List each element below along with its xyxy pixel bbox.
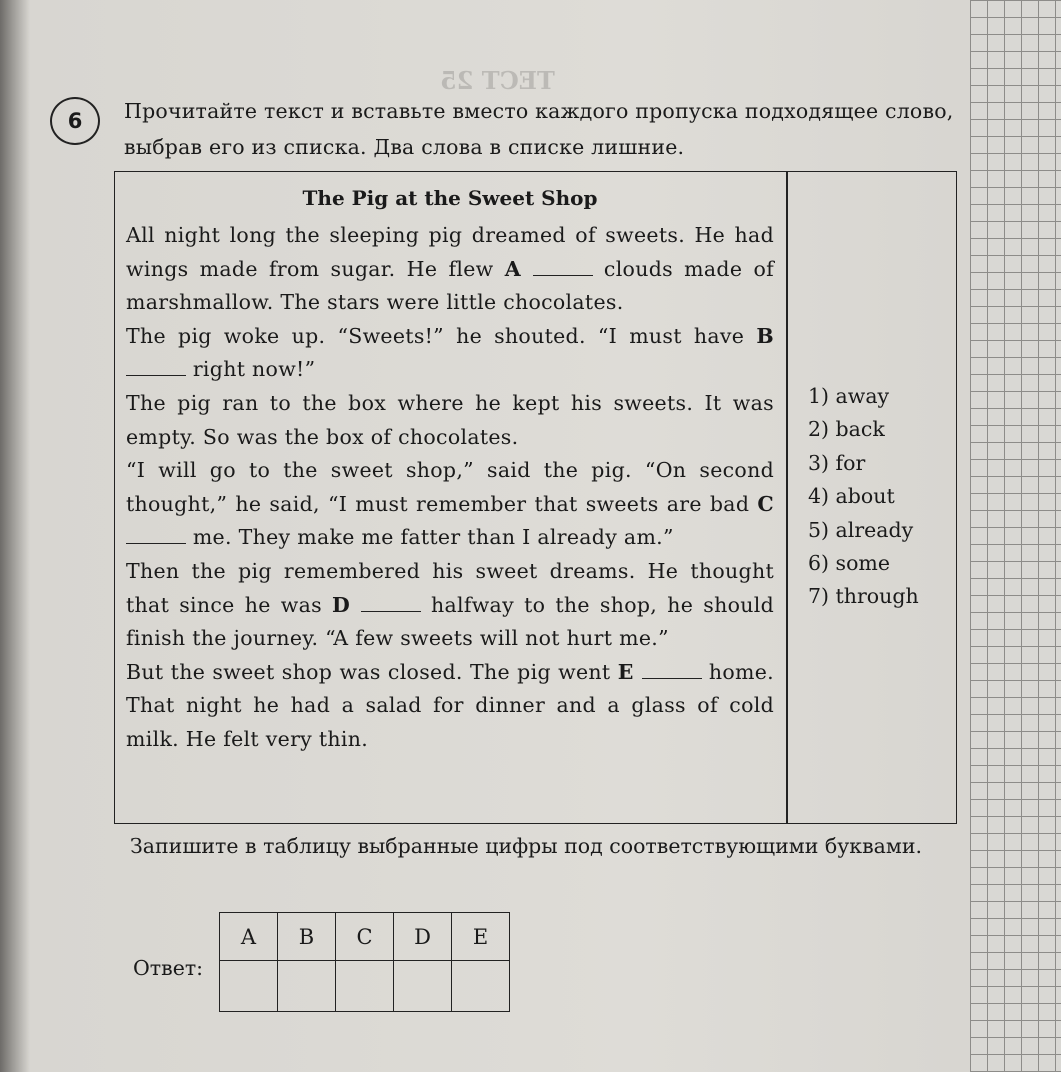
answer-letter-cell: E <box>452 913 510 961</box>
answer-input-cell[interactable] <box>336 961 394 1012</box>
gap-letter: A <box>504 256 533 281</box>
answer-letter-cell: C <box>336 913 394 961</box>
story-text <box>126 219 774 757</box>
story-paragraph: “I will go to the sweet shop,” said the pig. “On second thought,” he said, “I must remember that sweets are bad C me. They make me fatter than I already am.” <box>126 458 774 550</box>
gap-blank[interactable] <box>126 361 186 376</box>
story-paragraph: But the sweet shop was closed. The pig went E home. That night he had a salad for dinner and a glass of cold milk. He felt very thin. <box>126 659 774 751</box>
answer-table <box>219 912 510 1012</box>
gap-letter: E <box>617 659 642 684</box>
word-options-list <box>808 380 919 614</box>
word-option: 3) for <box>808 450 866 475</box>
gap-letter: B <box>756 323 774 348</box>
answer-input-cell[interactable] <box>394 961 452 1012</box>
answer-input-cell[interactable] <box>278 961 336 1012</box>
answer-label: Ответ: <box>133 956 204 980</box>
gap-letter: C <box>757 491 774 516</box>
gap-blank[interactable] <box>361 597 421 612</box>
word-option: 2) back <box>808 417 885 442</box>
gap-blank[interactable] <box>533 261 593 276</box>
answer-letter-cell: A <box>220 913 278 961</box>
story-paragraph: The pig ran to the box where he kept his sweets. It was empty. So was the box of chocolates. <box>126 390 774 449</box>
task-instruction: Прочитайте текст и вставьте вместо каждого пропуска подходящее слово, выбрав его из списка. Два слова в списке лишние. <box>124 99 954 159</box>
word-option: 1) away <box>808 384 890 408</box>
answer-input-cell[interactable] <box>452 961 510 1012</box>
gap-blank[interactable] <box>126 529 186 544</box>
story-paragraph: The pig woke up. “Sweets!” he shouted. “I must have B right now!” <box>126 323 774 382</box>
bleed-through-header: ТЕСТ 25 <box>440 66 555 95</box>
word-option: 4) about <box>808 484 895 509</box>
write-instruction: Запишите в таблицу выбранные цифры под соответствующими буквами. <box>130 834 923 858</box>
story-title: The Pig at the Sweet Shop <box>302 186 598 210</box>
answer-letter-cell: D <box>394 913 452 961</box>
answer-letter-cell: B <box>278 913 336 961</box>
grid-paper-margin <box>970 0 1061 1072</box>
task-number-badge: 6 <box>50 97 100 145</box>
gap-blank[interactable] <box>642 664 702 679</box>
word-option: 7) through <box>808 584 919 609</box>
word-option: 6) some <box>808 551 890 576</box>
story-paragraph: Then the pig remembered his sweet dreams. He thought that since he was D halfway to the shop, he should finish the journey. “A few sweets will not hurt me.” <box>126 558 775 651</box>
gap-letter: D <box>332 592 361 617</box>
frame-divider <box>786 171 788 824</box>
word-option: 5) already <box>808 517 914 542</box>
answer-input-cell[interactable] <box>220 961 278 1012</box>
story-paragraph: All night long the sleeping pig dreamed of sweets. He had wings made from sugar. He flew A clouds made of marshmallow. The stars were little chocolates. <box>126 223 774 315</box>
